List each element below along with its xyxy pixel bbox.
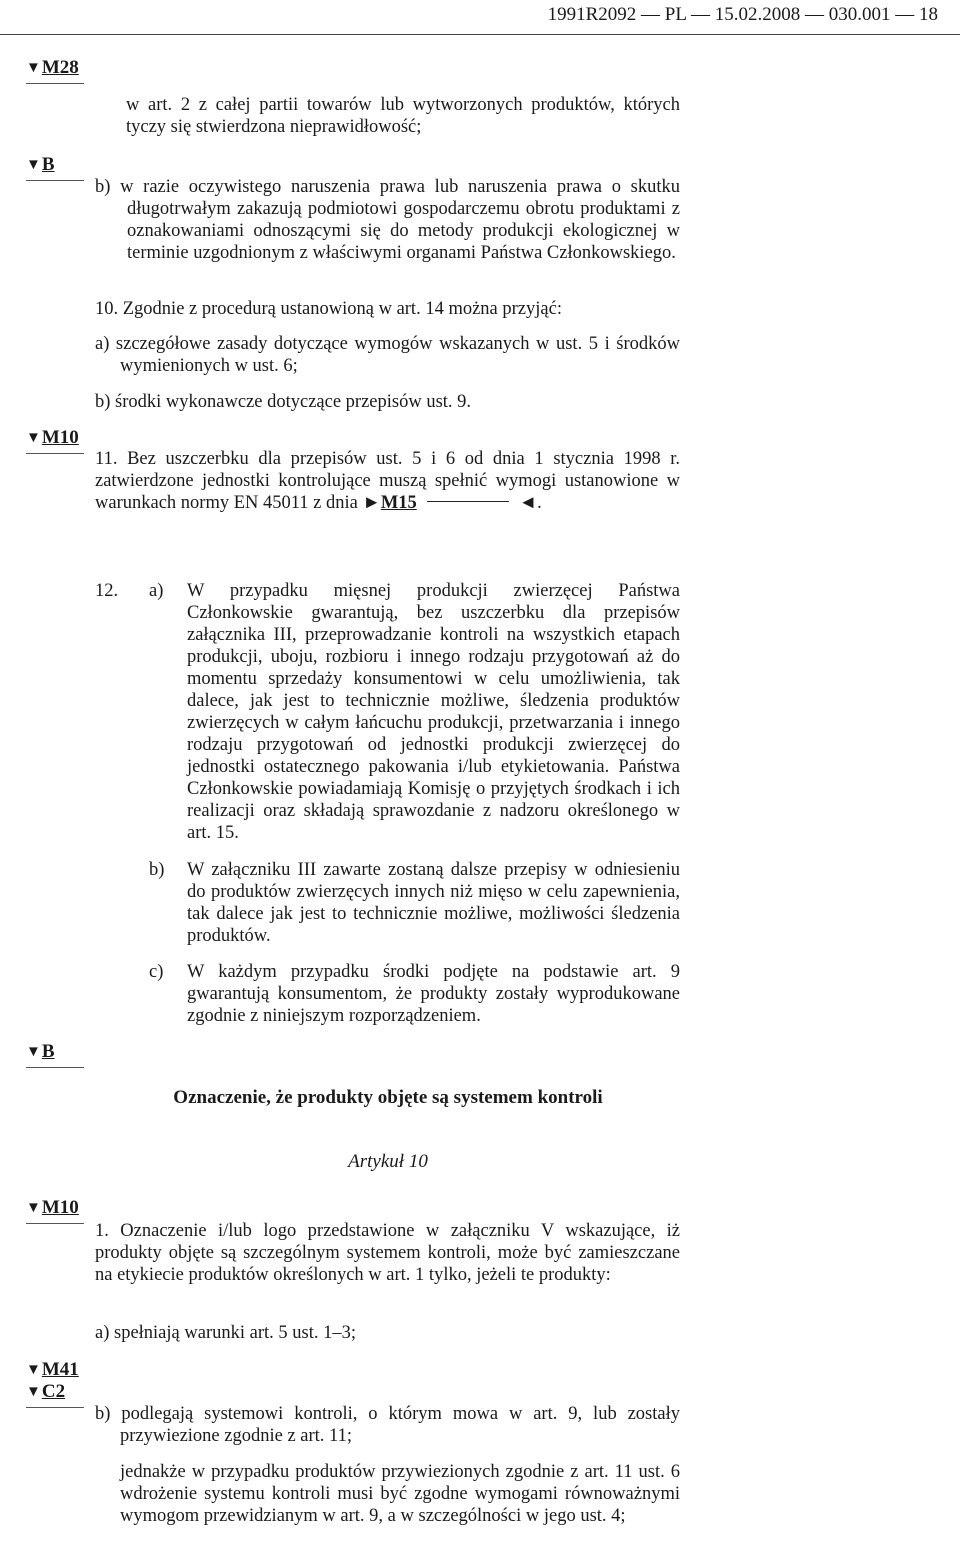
paragraph-10b: b) środki wykonawcze dotyczące przepisów ust. 9. bbox=[95, 392, 472, 412]
marker-code: B bbox=[41, 1041, 55, 1062]
paragraph-12a-label: a) bbox=[149, 581, 164, 601]
marker-rule bbox=[26, 1407, 84, 1408]
marker-code: M28 bbox=[41, 57, 79, 78]
article-10-point-b: b) podlegają systemowi kontroli, o którym mowa w art. 9, lub zostały przywiezione zgodnie z art. 11; bbox=[95, 1404, 680, 1446]
paragraph-10a: a) szczegółowe zasady dotyczące wymogów wskazanych w ust. 5 i środków wymienionych w ust. 6; bbox=[95, 334, 680, 376]
paragraph-12c: W każdym przypadku środki podjęte na podstawie art. 9 gwarantują konsumentom, że produkty zostały wyprodukowane zgodnie z niniejszym rozporządzeniem. bbox=[187, 962, 680, 1026]
triangle-right-icon: ► bbox=[362, 493, 381, 513]
marker-code: B bbox=[41, 154, 55, 175]
amendment-marker-m10 bbox=[26, 1197, 79, 1219]
article-10-paragraph-1: 1. Oznaczenie i/lub logo przedstawione w załączniku V wskazujące, iż produkty objęte są szczególnym systemem kontroli, może być zamieszczane na etykiecie produktów określonych w art. 1 tylko, jeżeli te produkty: bbox=[95, 1221, 680, 1285]
amendment-marker-b bbox=[26, 154, 55, 176]
paragraph-12a: W przypadku mięsnej produkcji zwierzęcej Państwa Członkowskie gwarantują, bez uszczerbku dla przepisów załącznika III, przeprowadzanie kontroli na wszystkich etapach produkcji, uboju, rozbioru i innego rodzaju przygotowań aż do momentu sprzedaży konsumentowi w celu umożliwienia, tak dalece, jak jest to technicznie możliwe, śledzenia produktów zwierzęcych w całym łańcuchu produkcji, przetwarzania i innego rodzaju przygotowań od jednostki produkcji zwierzęcej do jednostki ostatecznego pakowania i/lub etykietowania. Państwa Członkowskie powiadamiają Komisję o przyjętych środkach i ich realizacji oraz składają sprawozdanie z nadzoru określonego w art. 15. bbox=[187, 581, 680, 843]
section-title: Oznaczenie, że produkty objęte są systemem kontroli bbox=[173, 1087, 603, 1108]
marker-code: M10 bbox=[41, 427, 79, 448]
paragraph-9b: b) w razie oczywistego naruszenia prawa lub naruszenia prawa o skutku długotrwałym zakazują podmiotowi gospodarczemu obrotu produktami z oznakowaniami odnoszącymi się do metody produkcji ekologicznej w terminie uzgodnionym z właściwymi organami Państwa Członkowskiego. bbox=[95, 177, 680, 263]
triangle-down-icon: ▼ bbox=[26, 1200, 41, 1216]
paragraph-12b-label: b) bbox=[149, 860, 165, 880]
marker-rule bbox=[26, 453, 84, 454]
header-rule bbox=[0, 34, 960, 35]
paragraph-12c-label: c) bbox=[149, 962, 164, 982]
paragraph-continuation: w art. 2 z całej partii towarów lub wytworzonych produktów, których tyczy się stwierdzona nieprawidłowość; bbox=[126, 95, 680, 137]
amendment-marker-m41 bbox=[26, 1359, 79, 1381]
article-10-point-b-continuation: jednakże w przypadku produktów przywiezionych zgodnie z art. 11 ust. 6 wdrożenie systemu kontroli musi być zgodne wymogami równoważnymi wymogom przewidzianym w art. 9, a w szczególności w jego ust. 4; bbox=[120, 1462, 680, 1526]
deleted-text-rule bbox=[427, 501, 509, 502]
paragraph-12b: W załączniku III zawarte zostaną dalsze przepisy w odniesieniu do produktów zwierzęcych innych niż mięso w celu zapewnienia, tak dalece jak jest to technicznie możliwe, możliwości śledzenia produktów. bbox=[187, 860, 680, 946]
triangle-down-icon: ▼ bbox=[26, 157, 41, 173]
triangle-left-icon: ◄ bbox=[518, 493, 538, 513]
marker-code: M41 bbox=[41, 1359, 79, 1380]
article-title: Artykuł 10 bbox=[348, 1151, 428, 1172]
amendment-marker-b bbox=[26, 1041, 55, 1063]
amendment-reference bbox=[363, 493, 538, 513]
article-10-point-a: a) spełniają warunki art. 5 ust. 1–3; bbox=[95, 1323, 356, 1343]
triangle-down-icon: ▼ bbox=[26, 1384, 41, 1400]
marker-rule bbox=[26, 1067, 84, 1068]
triangle-down-icon: ▼ bbox=[26, 60, 41, 76]
marker-code: M10 bbox=[41, 1197, 79, 1218]
marker-rule bbox=[26, 83, 84, 84]
triangle-down-icon: ▼ bbox=[26, 430, 41, 446]
paragraph-11-text: 11. Bez uszczerbku dla przepisów ust. 5 i 6 od dnia 1 stycznia 1998 r. zatwierdzone jednostki kontrolujące muszą spełnić wymogi ustanowione w warunkach normy EN 45011 z dnia bbox=[95, 449, 680, 513]
triangle-down-icon: ▼ bbox=[26, 1044, 41, 1060]
marker-rule bbox=[26, 1223, 84, 1224]
marker-code: C2 bbox=[41, 1381, 66, 1402]
amendment-marker-m10 bbox=[26, 427, 79, 449]
page-header: 1991R2092 — PL — 15.02.2008 — 030.001 — 18 bbox=[547, 4, 938, 25]
amendment-marker-c2 bbox=[26, 1381, 65, 1403]
paragraph-12-number: 12. bbox=[95, 581, 119, 601]
triangle-down-icon: ▼ bbox=[26, 1362, 41, 1378]
paragraph-11 bbox=[95, 448, 680, 514]
paragraph-11-end: . bbox=[537, 493, 542, 513]
marker-rule bbox=[26, 180, 84, 181]
paragraph-10: 10. Zgodnie z procedurą ustanowioną w art. 14 można przyjąć: bbox=[95, 299, 562, 319]
reference-code: M15 bbox=[380, 493, 417, 513]
amendment-marker-m28 bbox=[26, 57, 79, 79]
